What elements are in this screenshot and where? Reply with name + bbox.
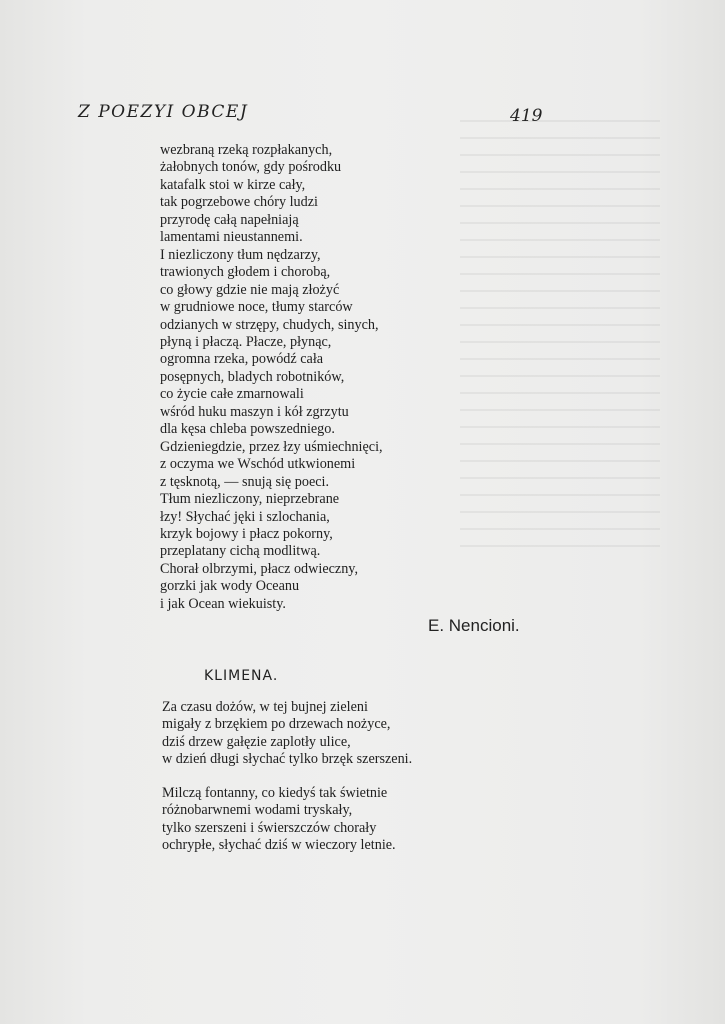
stanza — [162, 699, 482, 769]
poem-line: wśród huku maszyn i kół zgrzytu — [160, 403, 349, 420]
poem-line: ogromna rzeka, powódź cała — [160, 351, 324, 368]
poem-line: katafalk stoi w kirze cały, — [160, 176, 306, 193]
poem-line: Tłum niezliczony, nieprzebrane — [160, 491, 340, 508]
stanza — [162, 785, 482, 855]
poem-line: wezbraną rzeką rozpłakanych, — [160, 142, 333, 158]
section-title: KLIMENA. — [204, 668, 279, 684]
poem-line: odzianych w strzępy, chudych, sinych, — [160, 316, 379, 333]
poem-line: dla kęsa chleba powszedniego. — [160, 421, 335, 438]
poem-line: przeplatany cichą modlitwą. — [160, 543, 321, 560]
poem-line: Chorał olbrzymi, płacz odwieczny, — [160, 560, 359, 577]
stanza-line: tylko szerszeni i świerszczów chorały — [162, 819, 377, 836]
bleed-through-text — [460, 120, 660, 560]
stanza-line: dziś drzew gałęzie zaplotły ulice, — [162, 733, 351, 750]
poem-line: w grudniowe noce, tłumy starców — [160, 299, 353, 316]
poem-line: żałobnych tonów, gdy pośrodku — [160, 159, 342, 176]
stanza-line: Milczą fontanny, co kiedyś tak świetnie — [162, 785, 388, 801]
poem-line: płyną i płaczą. Płacze, płynąc, — [160, 333, 332, 350]
poem-line: gorzki jak wody Oceanu — [160, 578, 300, 595]
stanza-line: ochrypłe, słychać dziś w wieczory letnie. — [162, 837, 396, 854]
poem-line: co głowy gdzie nie mają złożyć — [160, 281, 340, 298]
poem-line: łzy! Słychać jęki i szlochania, — [160, 508, 330, 525]
poem-line: I niezliczony tłum nędzarzy, — [160, 246, 321, 263]
poem-line: krzyk bojowy i płacz pokorny, — [160, 525, 333, 542]
stanza-line: migały z brzękiem po drzewach nożyce, — [162, 716, 391, 733]
author-signature: E. Nencioni. — [428, 616, 520, 635]
poem-line: tak pogrzebowe chóry ludzi — [160, 194, 318, 211]
poem-line: z oczyma we Wschód utkwionemi — [160, 456, 356, 473]
page-number: 419 — [510, 106, 543, 126]
poem-line: trawionych głodem i chorobą, — [160, 264, 331, 281]
poem-line: i jak Ocean wiekuisty. — [160, 595, 286, 612]
poem-line: lamentami nieustannemi. — [160, 229, 303, 246]
poem-line: posępnych, bladych robotników, — [160, 368, 345, 385]
poem-line: co życie całe zmarnowali — [160, 386, 304, 403]
stanza-line: różnobarwnemi wodami tryskały, — [162, 802, 353, 819]
poem-line: przyrodę całą napełniają — [160, 211, 299, 228]
poem-line: z tęsknotą, — snują się poeci. — [160, 473, 330, 490]
stanza-line: Za czasu dożów, w tej bujnej zieleni — [162, 699, 368, 715]
poem-line: Gdzieniegdzie, przez łzy uśmiechnięci, — [160, 438, 383, 455]
running-title: Z POEZYI OBCEJ — [78, 102, 249, 122]
poem-body — [160, 142, 460, 613]
stanza-line: w dzień długi słychać tylko brzęk szerszeni. — [162, 751, 413, 768]
